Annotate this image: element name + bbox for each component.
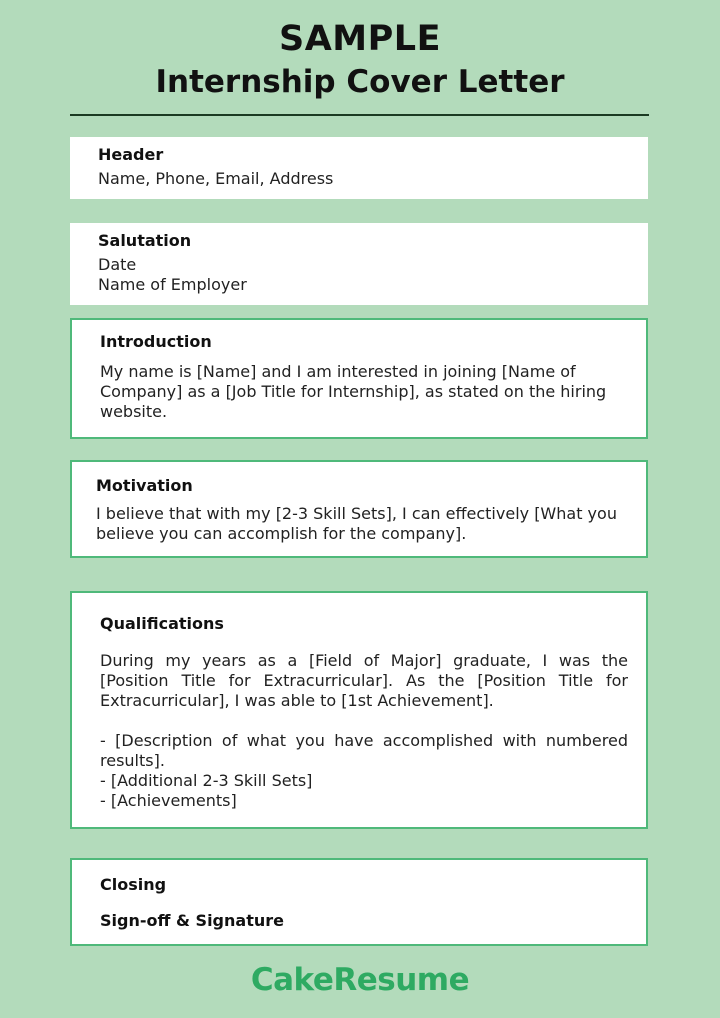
- qualifications-bullet: - [Achievements]: [100, 791, 237, 810]
- section-text-employer: Name of Employer: [98, 275, 247, 294]
- section-title: Introduction: [100, 332, 212, 351]
- qualifications-bullet: - [Description of what you have accomplished with numbered results].: [100, 731, 628, 770]
- title-divider: [70, 114, 649, 116]
- section-title: Closing: [100, 875, 167, 894]
- cakeresume-logo: CakeResume: [250, 962, 470, 998]
- section-qualifications: [70, 591, 648, 829]
- section-salutation: [70, 223, 648, 305]
- title-internship-cover-letter: Internship Cover Letter: [155, 64, 565, 100]
- section-text-date: Date: [98, 255, 137, 274]
- section-text: My name is [Name] and I am interested in joining [Name of Company] as a [Job Title for Internship], as stated on the hiring website.: [100, 362, 607, 421]
- section-motivation: [70, 460, 648, 558]
- section-introduction: [70, 318, 648, 439]
- section-title: Salutation: [98, 231, 192, 250]
- section-title: Motivation: [96, 476, 193, 495]
- qualifications-bullet: - [Additional 2-3 Skill Sets]: [100, 771, 313, 790]
- section-text: Name, Phone, Email, Address: [98, 169, 334, 188]
- section-closing: [70, 858, 648, 946]
- section-paragraph: During my years as a [Field of Major] graduate, I was the [Position Title for Extracurricular]. As the [Position Title for Extracurricular], I was able to [1st Achievement].: [100, 651, 628, 710]
- section-header: [70, 137, 648, 199]
- section-text: I believe that with my [2-3 Skill Sets], I can effectively [What you believe you can accomplish for the company].: [96, 504, 617, 543]
- document-title: [0, 18, 720, 102]
- section-title: Header: [98, 145, 164, 164]
- title-sample: SAMPLE: [279, 19, 441, 59]
- section-title: Qualifications: [100, 614, 224, 633]
- section-subtitle: Sign-off & Signature: [100, 911, 284, 930]
